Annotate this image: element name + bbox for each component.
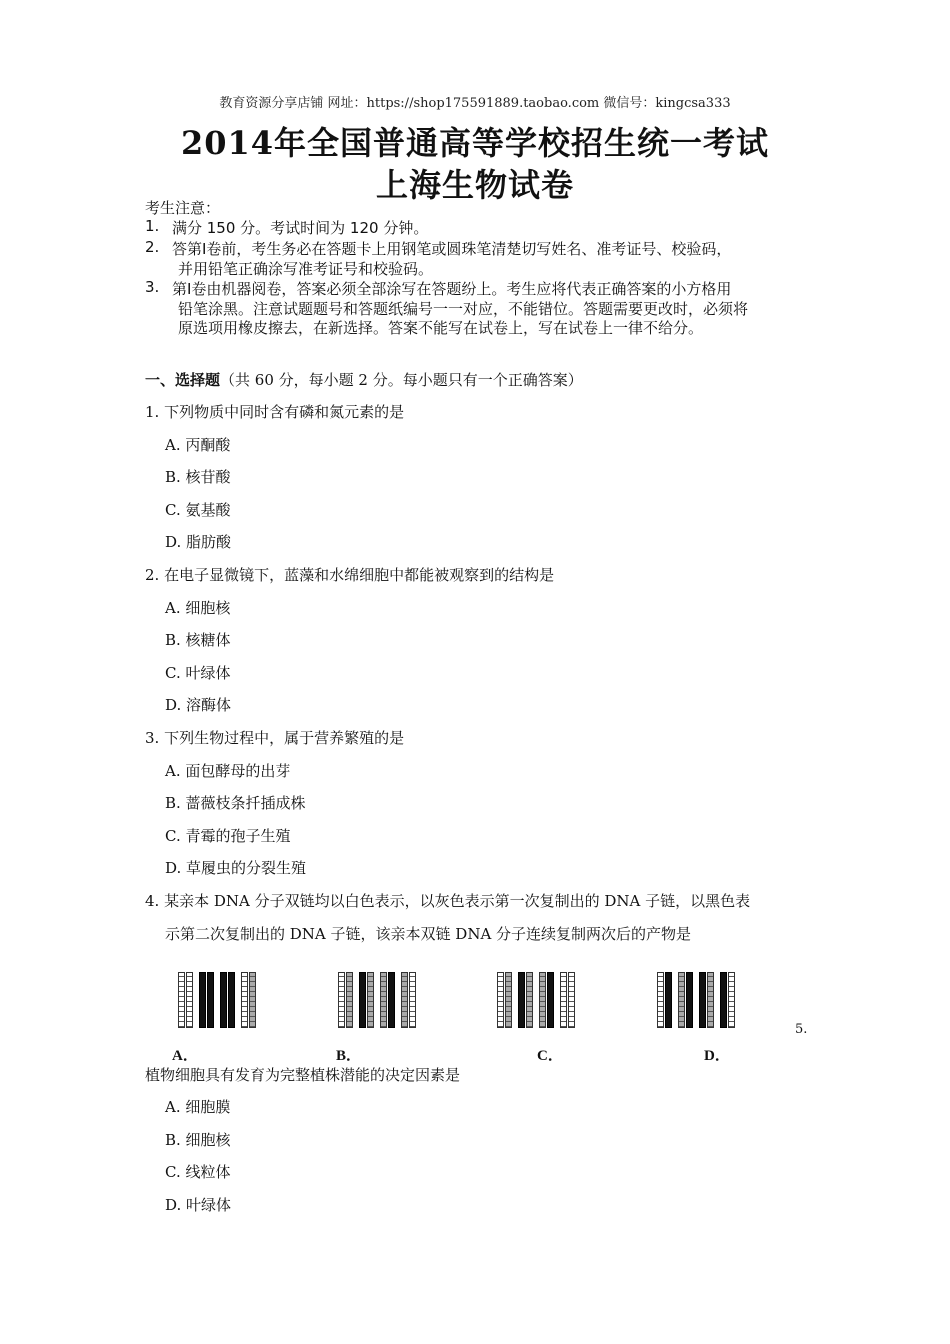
question-stem: 植物细胞具有发育为完整植株潜能的决定因素是	[145, 1066, 461, 1084]
option: C. 线粒体	[165, 1163, 231, 1181]
option: D. 草履虫的分裂生殖	[165, 859, 307, 877]
option: C. 青霉的孢子生殖	[165, 827, 291, 845]
option: D. 叶绿体	[165, 1196, 232, 1214]
section-title: 一、选择题	[145, 371, 221, 389]
question-stem: 3. 下列生物过程中，属于营养繁殖的是	[145, 729, 405, 747]
figure-label-a: A．	[172, 1048, 198, 1064]
option: B. 细胞核	[165, 1131, 231, 1149]
notice-item-line: 答第Ⅰ卷前，考生务必在答题卡上用钢笔或圆珠笔清楚切写姓名、准考证号、校验码，	[172, 240, 732, 258]
exam-title-line2: 上海生物试卷	[375, 166, 574, 204]
exam-title-line1: 2014年全国普通高等学校招生统一考试	[180, 124, 770, 162]
notice-item-line: 满分 150 分。考试时间为 120 分钟。	[172, 219, 429, 237]
notice-heading: 考生注意：	[145, 199, 221, 217]
figure-label-c: C．	[537, 1048, 563, 1064]
dna-figure-a	[178, 972, 256, 1028]
option: D. 脂肪酸	[165, 533, 232, 551]
notice-item-line: 并用铅笔正确涂写准考证号和校验码。	[178, 260, 434, 278]
figure-label-b: B．	[336, 1048, 362, 1064]
option: A. 丙酮酸	[165, 436, 231, 454]
option: A. 细胞核	[165, 599, 231, 617]
notice-item-line: 原选项用橡皮擦去，在新选择。答案不能写在试卷上，写在试卷上一律不给分。	[178, 319, 704, 337]
option: B. 蔷薇枝条扦插成株	[165, 794, 306, 812]
notice-item-num: 3.	[145, 278, 160, 296]
notice-item-line: 铅笔涂黑。注意试题题号和答题纸编号一一对应，不能错位。答题需要更改时，必须将	[178, 300, 749, 318]
notice-item-num: 2.	[145, 238, 160, 256]
option: B. 核糖体	[165, 631, 231, 649]
option: C. 氨基酸	[165, 501, 231, 519]
option: D. 溶酶体	[165, 696, 232, 714]
question-stem: 4. 某亲本 DNA 分子双链均以白色表示，以灰色表示第一次复制出的 DNA 子链，以黑色表	[145, 892, 751, 910]
dna-figure-b	[338, 972, 416, 1028]
notice-item-num: 1.	[145, 217, 160, 235]
option: B. 核苷酸	[165, 468, 231, 486]
question-stem: 1. 下列物质中同时含有磷和氮元素的是	[145, 403, 405, 421]
section-heading	[145, 369, 583, 390]
section-note: （共 60 分，每小题 2 分。每小题只有一个正确答案）	[220, 371, 583, 389]
option: A. 面包酵母的出芽	[165, 762, 291, 780]
question-stem: 2. 在电子显微镜下，蓝藻和水绵细胞中都能被观察到的结构是	[145, 566, 555, 584]
question-stem-cont: 示第二次复制出的 DNA 子链，该亲本双链 DNA 分子连续复制两次后的产物是	[165, 925, 692, 943]
option: A. 细胞膜	[165, 1098, 231, 1116]
notice-item-line: 第Ⅰ卷由机器阅卷，答案必须全部涂写在答题纷上。考生应将代表正确答案的小方格用	[172, 280, 732, 298]
dna-figure-c	[497, 972, 575, 1028]
dna-figure-d	[657, 972, 735, 1028]
option: C. 叶绿体	[165, 664, 231, 682]
question-number: 5.	[795, 1022, 808, 1037]
page-header-text: 教育资源分享店铺 网址：https://shop175591889.taobao.com 微信号：kingcsa333	[219, 96, 731, 111]
figure-label-d: D．	[704, 1048, 730, 1064]
